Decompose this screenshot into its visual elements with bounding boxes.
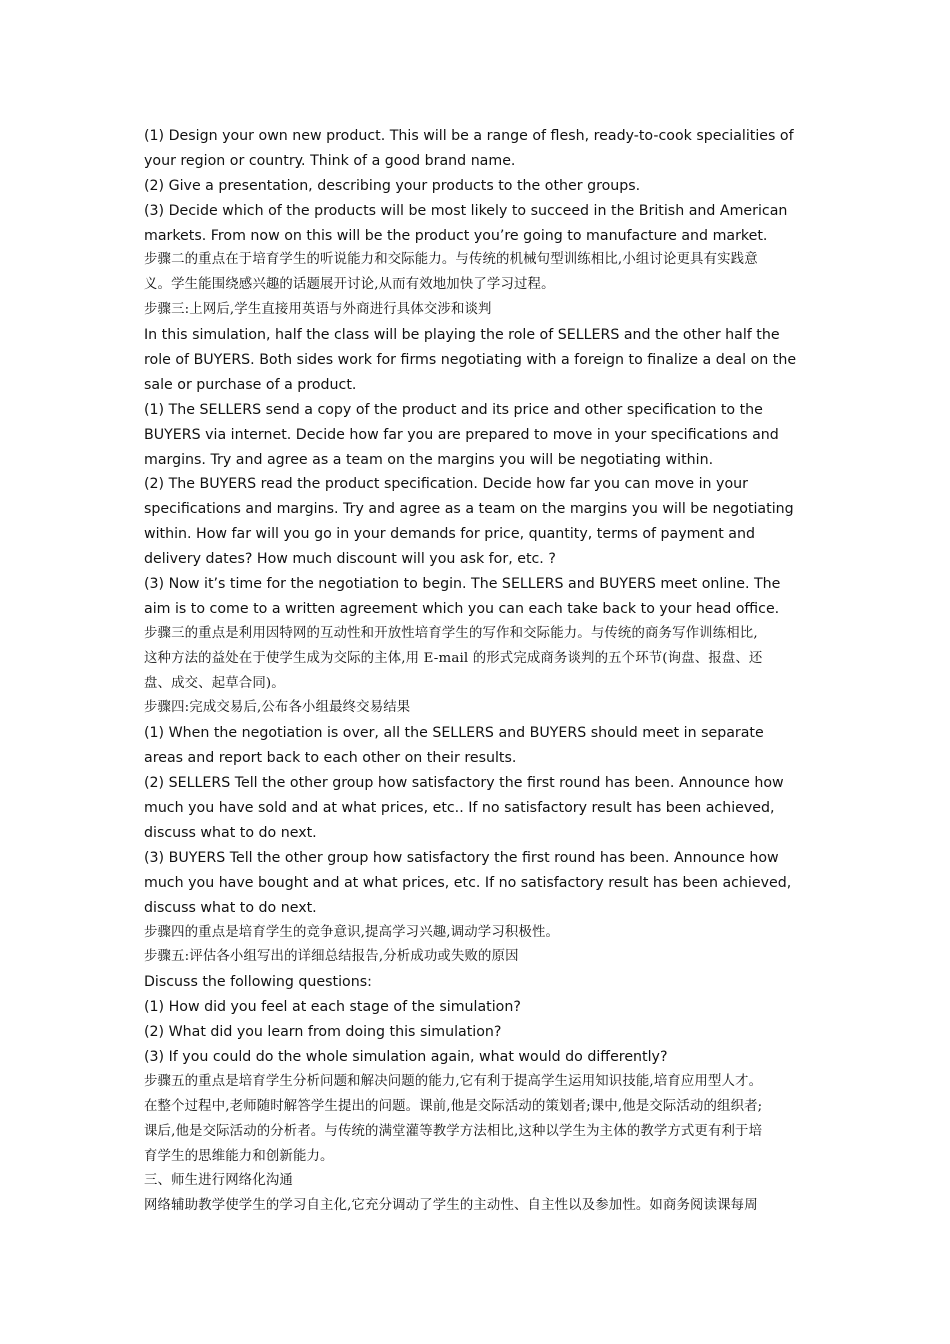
text-line: (2) The BUYERS read the product specification. Decide how far you can move in your	[144, 476, 748, 493]
text-line: delivery dates? How much discount will you ask for, etc. ?	[144, 551, 556, 568]
text-line: BUYERS via internet. Decide how far you are prepared to move in your specifications and	[144, 426, 779, 443]
text-line: markets. From now on this will be the product you’re going to manufacture and market.	[144, 227, 768, 244]
text-line: (2) Give a presentation, describing your products to the other groups.	[144, 177, 641, 194]
text-line: role of BUYERS. Both sides work for firms negotiating with a foreign to finalize a deal on the	[144, 352, 797, 369]
text-line: much you have bought and at what prices, etc. If no satisfactory result has been achieved,	[144, 874, 792, 891]
text-line: 步骤五的重点是培育学生分析问题和解决问题的能力,它有利于提高学生运用知识技能,培育应用型人才。	[144, 1073, 763, 1089]
text-line: (3) Decide which of the products will be most likely to succeed in the British and American	[144, 202, 788, 219]
text-line: (2) What did you learn from doing this simulation?	[144, 1024, 502, 1041]
text-line: In this simulation, half the class will be playing the role of SELLERS and the other half the	[144, 327, 780, 344]
text-line: (1) How did you feel at each stage of the simulation?	[144, 999, 521, 1016]
text-line: 盘、成交、起草合同)。	[144, 675, 285, 691]
text-line: 步骤四:完成交易后,公布各小组最终交易结果	[144, 700, 411, 716]
text-line: 育学生的思维能力和创新能力。	[144, 1148, 334, 1164]
text-line: your region or country. Think of a good brand name.	[144, 152, 516, 169]
text-line: (1) The SELLERS send a copy of the product and its price and other specification to the	[144, 401, 763, 418]
text-line: 步骤四的重点是培育学生的竞争意识,提高学习兴趣,调动学习积极性。	[144, 924, 560, 940]
text-line: (3) If you could do the whole simulation again, what would do differently?	[144, 1048, 668, 1065]
text-line: Discuss the following questions:	[144, 974, 372, 991]
text-line: sale or purchase of a product.	[144, 376, 357, 393]
text-line: 义。学生能围绕感兴趣的话题展开讨论,从而有效地加快了学习过程。	[144, 277, 555, 293]
text-line: 步骤三的重点是利用因特网的互动性和开放性培育学生的写作和交际能力。与传统的商务写作训练相比,	[144, 625, 758, 641]
text-line: (1) Design your own new product. This will be a range of flesh, ready-to-cook specialities of	[144, 128, 794, 144]
text-line: 网络辅助教学使学生的学习自主化,它充分调动了学生的主动性、自主性以及参加性。如商务阅读课每周	[144, 1198, 758, 1214]
text-line: much you have sold and at what prices, etc.. If no satisfactory result has been achieved,	[144, 800, 775, 817]
text-line: 步骤二的重点在于培育学生的听说能力和交际能力。与传统的机械句型训练相比,小组讨论更具有实践意	[144, 252, 758, 268]
text-line: discuss what to do next.	[144, 824, 317, 841]
text-line: 课后,他是交际活动的分析者。与传统的满堂灌等教学方法相比,这种以学生为主体的教学方式更有利于培	[144, 1123, 763, 1139]
text-line: specifications and margins. Try and agree as a team on the margins you will be negotiating	[144, 501, 794, 518]
text-line: 在整个过程中,老师随时解答学生提出的问题。课前,他是交际活动的策划者;课中,他是交际活动的组织者;	[144, 1098, 763, 1114]
text-line: areas and report back to each other on their results.	[144, 750, 517, 767]
text-line: 三、师生进行网络化沟通	[144, 1173, 293, 1189]
text-line: discuss what to do next.	[144, 899, 317, 916]
text-line: (2) SELLERS Tell the other group how satisfactory the first round has been. Announce how	[144, 775, 784, 792]
text-line: margins. Try and agree as a team on the margins you will be negotiating within.	[144, 451, 714, 468]
document-body	[144, 124, 808, 1219]
text-line: (1) When the negotiation is over, all the SELLERS and BUYERS should meet in separate	[144, 725, 764, 742]
text-line: (3) BUYERS Tell the other group how satisfactory the first round has been. Announce how	[144, 849, 779, 866]
text-line: aim is to come to a written agreement which you can each take back to your head office.	[144, 600, 780, 617]
text-line: (3) Now it’s time for the negotiation to begin. The SELLERS and BUYERS meet online. The	[144, 576, 781, 593]
text-line: 步骤三:上网后,学生直接用英语与外商进行具体交涉和谈判	[144, 302, 492, 318]
text-line: 这种方法的益处在于使学生成为交际的主体,用 E-mail 的形式完成商务谈判的五个环节(询盘、报盘、还	[144, 650, 763, 666]
text-line: 步骤五:评估各小组写出的详细总结报告,分析成功或失败的原因	[144, 949, 519, 965]
text-line: within. How far will you go in your demands for price, quantity, terms of payment and	[144, 526, 755, 543]
